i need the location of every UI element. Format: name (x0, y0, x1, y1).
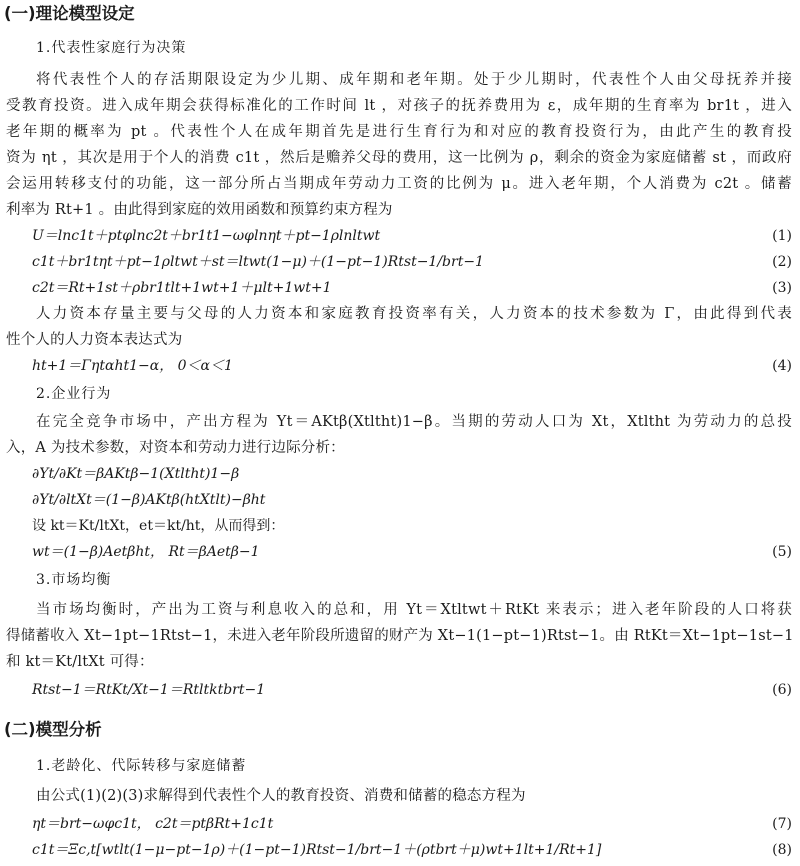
para1-line6: 利率为 Rt+1 。由此得到家庭的效用函数和预算约束方程为 (6, 202, 393, 218)
equation-number-6: (6) (772, 682, 792, 698)
para1-line3: 老年期的概率为 pt 。代表性个人在成年期首先是进行生育行为和对应的教育投资行为，由此产生的教育投 (6, 124, 792, 140)
equation-number-4: (4) (772, 358, 792, 374)
equation-row-3 (0, 278, 800, 298)
equation-5b: ∂Yt/∂ltXt＝(1−β)AKtβ(htXtlt)−βht (32, 492, 266, 508)
equation-row-1 (0, 226, 800, 246)
subheading-aging: 1.老龄化、代际转移与家庭储蓄 (36, 758, 247, 774)
equation-7: ηt＝brt−ωφc1t， c2t＝ptβRt+1c1t (32, 816, 274, 832)
para4-line1: 当市场均衡时，产出为工资与利息收入的总和，用 Yt＝Xtltwt＋RtKt 来表示；进入老年阶段的人口将获 (36, 602, 792, 618)
para5-line1: 由公式(1)(2)(3)求解得到代表性个人的教育投资、消费和储蓄的稳态方程为 (36, 788, 526, 804)
equation-1: U＝lnc1t＋ptφlnc2t＋br1t1−ωφlnηt＋pt−1ρlnltwt (32, 228, 381, 244)
equation-3: c2t＝Rt+1st＋ρbr1tlt+1wt+1＋μlt+1wt+1 (32, 280, 332, 296)
subheading-equilibrium: 3.市场均衡 (36, 572, 112, 588)
section-heading-1: (一)理论模型设定 (4, 4, 135, 23)
equation-number-5: (5) (772, 544, 792, 560)
equation-row-5 (0, 542, 800, 562)
para1-line1: 将代表性个人的存活期限设定为少儿期、成年期和老年期。处于少儿期时，代表性个人由父母抚养并接 (36, 72, 792, 88)
equation-number-7: (7) (772, 816, 792, 832)
equation-8: c1t＝Ξc,t[wtlt(1−μ−pt−1ρ)＋(1−pt−1)Rtst−1/brt−1＋(ρtbrt＋μ)wt+1lt+1/Rt+1] (32, 842, 602, 858)
para1-line4: 资为 ηt ，其次是用于个人的消费 c1t ，然后是赡养父母的费用，这一比例为 ρ，剩余的资金为家庭储蓄 st ，而政府 (6, 150, 792, 166)
para1-line5: 会运用转移支付的功能，这一部分所占当期成年劳动力工资的比例为 μ。进入老年期，个人消费为 c2t 。储蓄 (6, 176, 792, 192)
equation-2: c1t＋br1tηt＋pt−1ρltwt＋st＝ltwt(1−μ)＋(1−pt−1)Rtst−1/brt−1 (32, 254, 484, 270)
subheading-household: 1.代表性家庭行为决策 (36, 40, 187, 56)
equation-number-3: (3) (772, 280, 792, 296)
equation-4: ht+1＝Γηtαht1−α， 0＜α＜1 (32, 358, 233, 374)
equation-5c: 设 kt＝Kt/ltXt，et＝kt/ht，从而得到： (32, 518, 285, 534)
para3-line1: 在完全竞争市场中，产出方程为 Yt＝AKtβ(Xtltht)1−β。当期的劳动人口为 Xt，Xtltht 为劳动力的总投 (36, 414, 792, 430)
para4-line2: 得储蓄收入 Xt−1pt−1Rtst−1，未进入老年阶段所遗留的财产为 Xt−1(1−pt−1)Rtst−1。由 RtKt＝Xt−1pt−1st−1 (6, 628, 794, 644)
para2-line1: 人力资本存量主要与父母的人力资本和家庭教育投资率有关，人力资本的技术参数为 Γ，由此得到代表 (36, 306, 792, 322)
equation-row-4 (0, 356, 800, 376)
equation-number-8: (8) (772, 842, 792, 858)
subheading-firm: 2.企业行为 (36, 386, 112, 402)
equation-number-1: (1) (772, 228, 792, 244)
equation-row-7 (0, 814, 800, 834)
equation-row-6 (0, 680, 800, 700)
para3-line2: 入，A 为技术参数，对资本和劳动力进行边际分析： (6, 440, 345, 456)
para4-line3: 和 kt＝Kt/ltXt 可得： (6, 654, 154, 670)
section-heading-2: (二)模型分析 (4, 720, 102, 739)
equation-row-8 (0, 840, 800, 860)
equation-number-2: (2) (772, 254, 792, 270)
equation-5a: ∂Yt/∂Kt＝βAKtβ−1(Xtltht)1−β (32, 466, 240, 482)
para2-line2: 性个人的人力资本表达式为 (6, 332, 183, 348)
equation-5: wt＝(1−β)Aetβht， Rt＝βAetβ−1 (32, 544, 260, 560)
para1-line2: 受教育投资。进入成年期会获得标准化的工作时间 lt ，对孩子的抚养费用为 ε，成年期的生育率为 br1t ，进入 (6, 98, 792, 114)
equation-6: Rtst−1＝RtKt/Xt−1＝Rtltktbrt−1 (32, 682, 266, 698)
equation-row-2 (0, 252, 800, 272)
